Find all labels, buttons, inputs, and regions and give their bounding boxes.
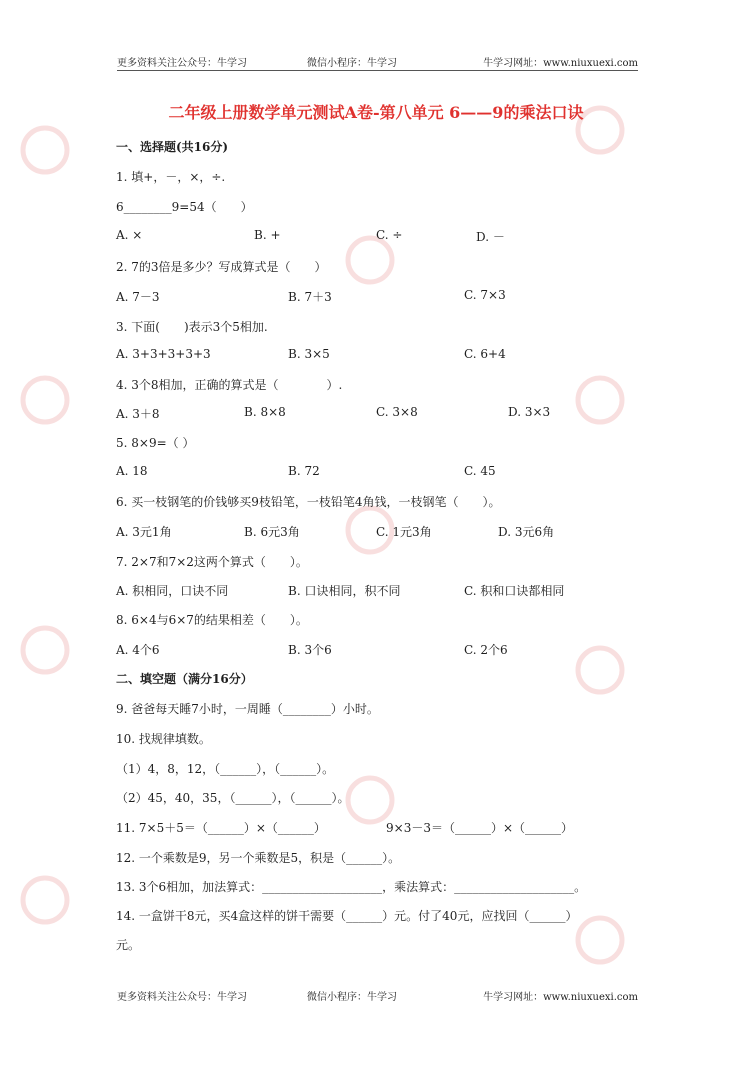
page-footer [117, 986, 638, 1002]
q6-option-b: B. 6元3角 [244, 525, 300, 539]
q1-option-a: A. × [116, 228, 143, 242]
q3-option-b: B. 3×5 [288, 347, 330, 361]
footer-middle: 微信小程序：牛学习 [307, 992, 397, 1003]
q6-stem: 6. 买一枝钢笔的价钱够买9枝铅笔，一枝铅笔4角钱，一枝钢笔（ ）。 [116, 495, 501, 509]
q8-option-b: B. 3个6 [288, 643, 332, 657]
q8-option-a: A. 4个6 [116, 643, 160, 657]
q11-part2: 9×3－3＝（______）×（______） [386, 821, 574, 835]
q6-option-c: C. 1元3角 [376, 525, 432, 539]
q10-part1: （1）4，8，12，（______），（______）。 [116, 762, 335, 776]
q7-option-a: A. 积相同，口诀不同 [116, 584, 229, 598]
q12-text: 12. 一个乘数是9，另一个乘数是5，积是（______）。 [116, 851, 401, 865]
q3-stem: 3. 下面( )表示3个5相加. [116, 320, 268, 334]
header-right: 牛学习网址：www.niuxuexi.com [483, 58, 638, 69]
q2-option-c: C. 7×3 [464, 288, 506, 302]
q5-option-c: C. 45 [464, 464, 496, 478]
q3-option-c: C. 6+4 [464, 347, 506, 361]
q14-text: 14. 一盒饼干8元，买4盒这样的饼干需要（______）元。付了40元，应找回（______） [116, 909, 578, 923]
header-middle: 微信小程序：牛学习 [307, 58, 397, 69]
q1-option-c: C. ÷ [376, 228, 403, 242]
page-header [117, 52, 638, 71]
q14-text-cont: 元。 [116, 938, 141, 952]
page-title: 二年级上册数学单元测试A卷-第八单元 6——9的乘法口诀 [168, 103, 584, 122]
q4-option-b: B. 8×8 [244, 405, 286, 419]
q10-text: 10. 找规律填数。 [116, 732, 211, 746]
footer-right: 牛学习网址：www.niuxuexi.com [483, 992, 638, 1003]
q4-option-c: C. 3×8 [376, 405, 418, 419]
q4-option-d: D. 3×3 [508, 405, 551, 419]
section-heading-fill: 二、填空题（满分16分） [116, 672, 253, 686]
q2-option-a: A. 7－3 [116, 290, 160, 304]
q3-option-a: A. 3+3+3+3+3 [116, 347, 211, 361]
q1-sub: 6________9=54（ ） [116, 200, 253, 214]
q4-option-a: A. 3＋8 [116, 407, 160, 421]
q6-option-a: A. 3元1角 [116, 525, 172, 539]
q7-option-b: B. 口诀相同，积不同 [288, 584, 401, 598]
q10-part2: （2）45，40，35，（______），（______）。 [116, 791, 350, 805]
q2-option-b: B. 7＋3 [288, 290, 332, 304]
q5-option-a: A. 18 [116, 464, 148, 478]
q1-option-d: D. － [476, 230, 505, 244]
q2-stem: 2. 7的3倍是多少？写成算式是（ ） [116, 260, 327, 274]
q1-stem: 1. 填+，－，×，÷. [116, 170, 226, 184]
q7-stem: 7. 2×7和7×2这两个算式（ ）。 [116, 555, 308, 569]
q13-text: 13. 3个6相加，加法算式：____________________，乘法算式：____________________。 [116, 880, 587, 894]
footer-left: 更多资料关注公众号：牛学习 [117, 992, 247, 1003]
section-heading-choice: 一、选择题(共16分) [116, 140, 229, 154]
q8-stem: 8. 6×4与6×7的结果相差（ ）。 [116, 613, 308, 627]
q9-text: 9. 爸爸每天睡7小时，一周睡（________）小时。 [116, 702, 379, 716]
header-left: 更多资料关注公众号：牛学习 [117, 58, 247, 69]
q5-stem: 5. 8×9=（ ） [116, 436, 195, 450]
q7-option-c: C. 积和口诀都相同 [464, 584, 565, 598]
q6-option-d: D. 3元6角 [498, 525, 555, 539]
q1-option-b: B. + [254, 228, 281, 242]
q11-part1: 11. 7×5＋5＝（______）×（______） [116, 821, 326, 835]
q4-stem: 4. 3个8相加，正确的算式是（ ）. [116, 378, 343, 392]
q5-option-b: B. 72 [288, 464, 320, 478]
q8-option-c: C. 2个6 [464, 643, 508, 657]
